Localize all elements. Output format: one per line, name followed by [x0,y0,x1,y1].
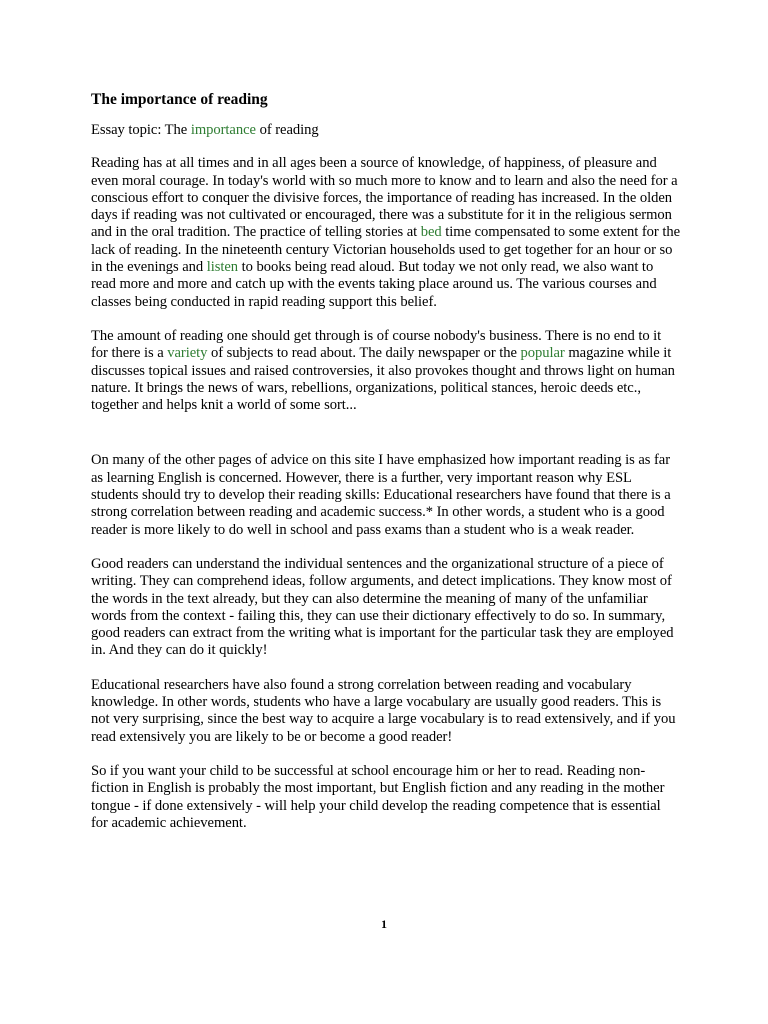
popular-link[interactable]: popular [520,345,565,362]
variety-link[interactable]: variety [167,345,208,362]
document-title: The importance of reading [91,91,268,108]
listen-link[interactable]: listen [206,259,239,276]
essay-topic-prefix: Essay topic: The [91,122,191,138]
paragraph-6: So if you want your child to be successful at school encourage him or her to read. Reading non-fiction in English is probably the most important, but English fiction and any reading in the mother tongue - if done extensively - will help your child develop the reading competence that is essential for academic achievement. [91,762,665,831]
page-number: 1 [381,917,387,931]
importance-link[interactable]: importance [190,122,256,138]
bed-link[interactable]: bed [420,224,442,241]
paragraph-2-text-b: of subjects to read about. The daily newspaper or the [207,345,521,362]
paragraph-2-text-c: magazine while it discusses topical issues and raised controversies, it also provokes thought and throws light on human nature. It brings the news of wars, rebellions, organizations, political stances, heroic deeds etc., together and helps knit a world of some sort... [91,345,675,414]
paragraph-1-text-b: time compensated to some extent for the lack of reading. In the nineteenth century Victorian households used to get together for an hour or so in the evenings and [91,224,680,276]
essay-topic [91,122,681,139]
paragraph-2-text-a: The amount of reading one should get through is of course nobody's business. There is no end to it for there is a [91,327,662,362]
paragraph-1 [91,155,681,311]
paragraph-4: Good readers can understand the individual sentences and the organizational structure of a piece of writing. They can comprehend ideas, follow arguments, and detect implications. They know most of the words in the text already, but they can also determine the meaning of many of the unfamiliar words from the context - failing this, they can use their dictionary effectively to do so. In summary, good readers can extract from the writing what is important for the particular task they are employed in. And they can do it quickly! [91,555,674,659]
paragraph-1-text-a: Reading has at all times and in all ages been a source of knowledge, of happiness, of pleasure and even moral courage. In today's world with so much more to know and to learn and also the need for a conscious effort to conquer the divisive forces, the importance of reading has increased. In the olden days if reading was not cultivated or encouraged, there was a substitute for it in the religious sermon and in the oral tradition. The practice of telling stories at [91,155,678,241]
paragraph-3: On many of the other pages of advice on this site I have emphasized how important reading is as far as learning English is concerned. However, there is a further, very important reason why ESL students should try to develop their reading skills: Educational researchers have found that there is a strong correlation between reading and academic success.* In other words, a student who is a good reader is more likely to do well in school and pass exams than a student who is a weak reader. [91,452,671,538]
essay-topic-suffix: of reading [255,122,319,138]
paragraph-5: Educational researchers have also found a strong correlation between reading and vocabulary knowledge. In other words, students who have a large vocabulary are usually good readers. This is not very surprising, since the best way to acquire a large vocabulary is to read extensively, and if you read extensively you are likely to be or become a good reader! [91,676,676,745]
paragraph-2 [91,328,681,414]
paragraph-1-text-c: to books being read aloud. But today we not only read, we also want to read more and more and catch up with the events taking place around us. The various courses and classes being conducted in rapid reading support this belief. [91,259,657,310]
document-page [91,90,681,832]
